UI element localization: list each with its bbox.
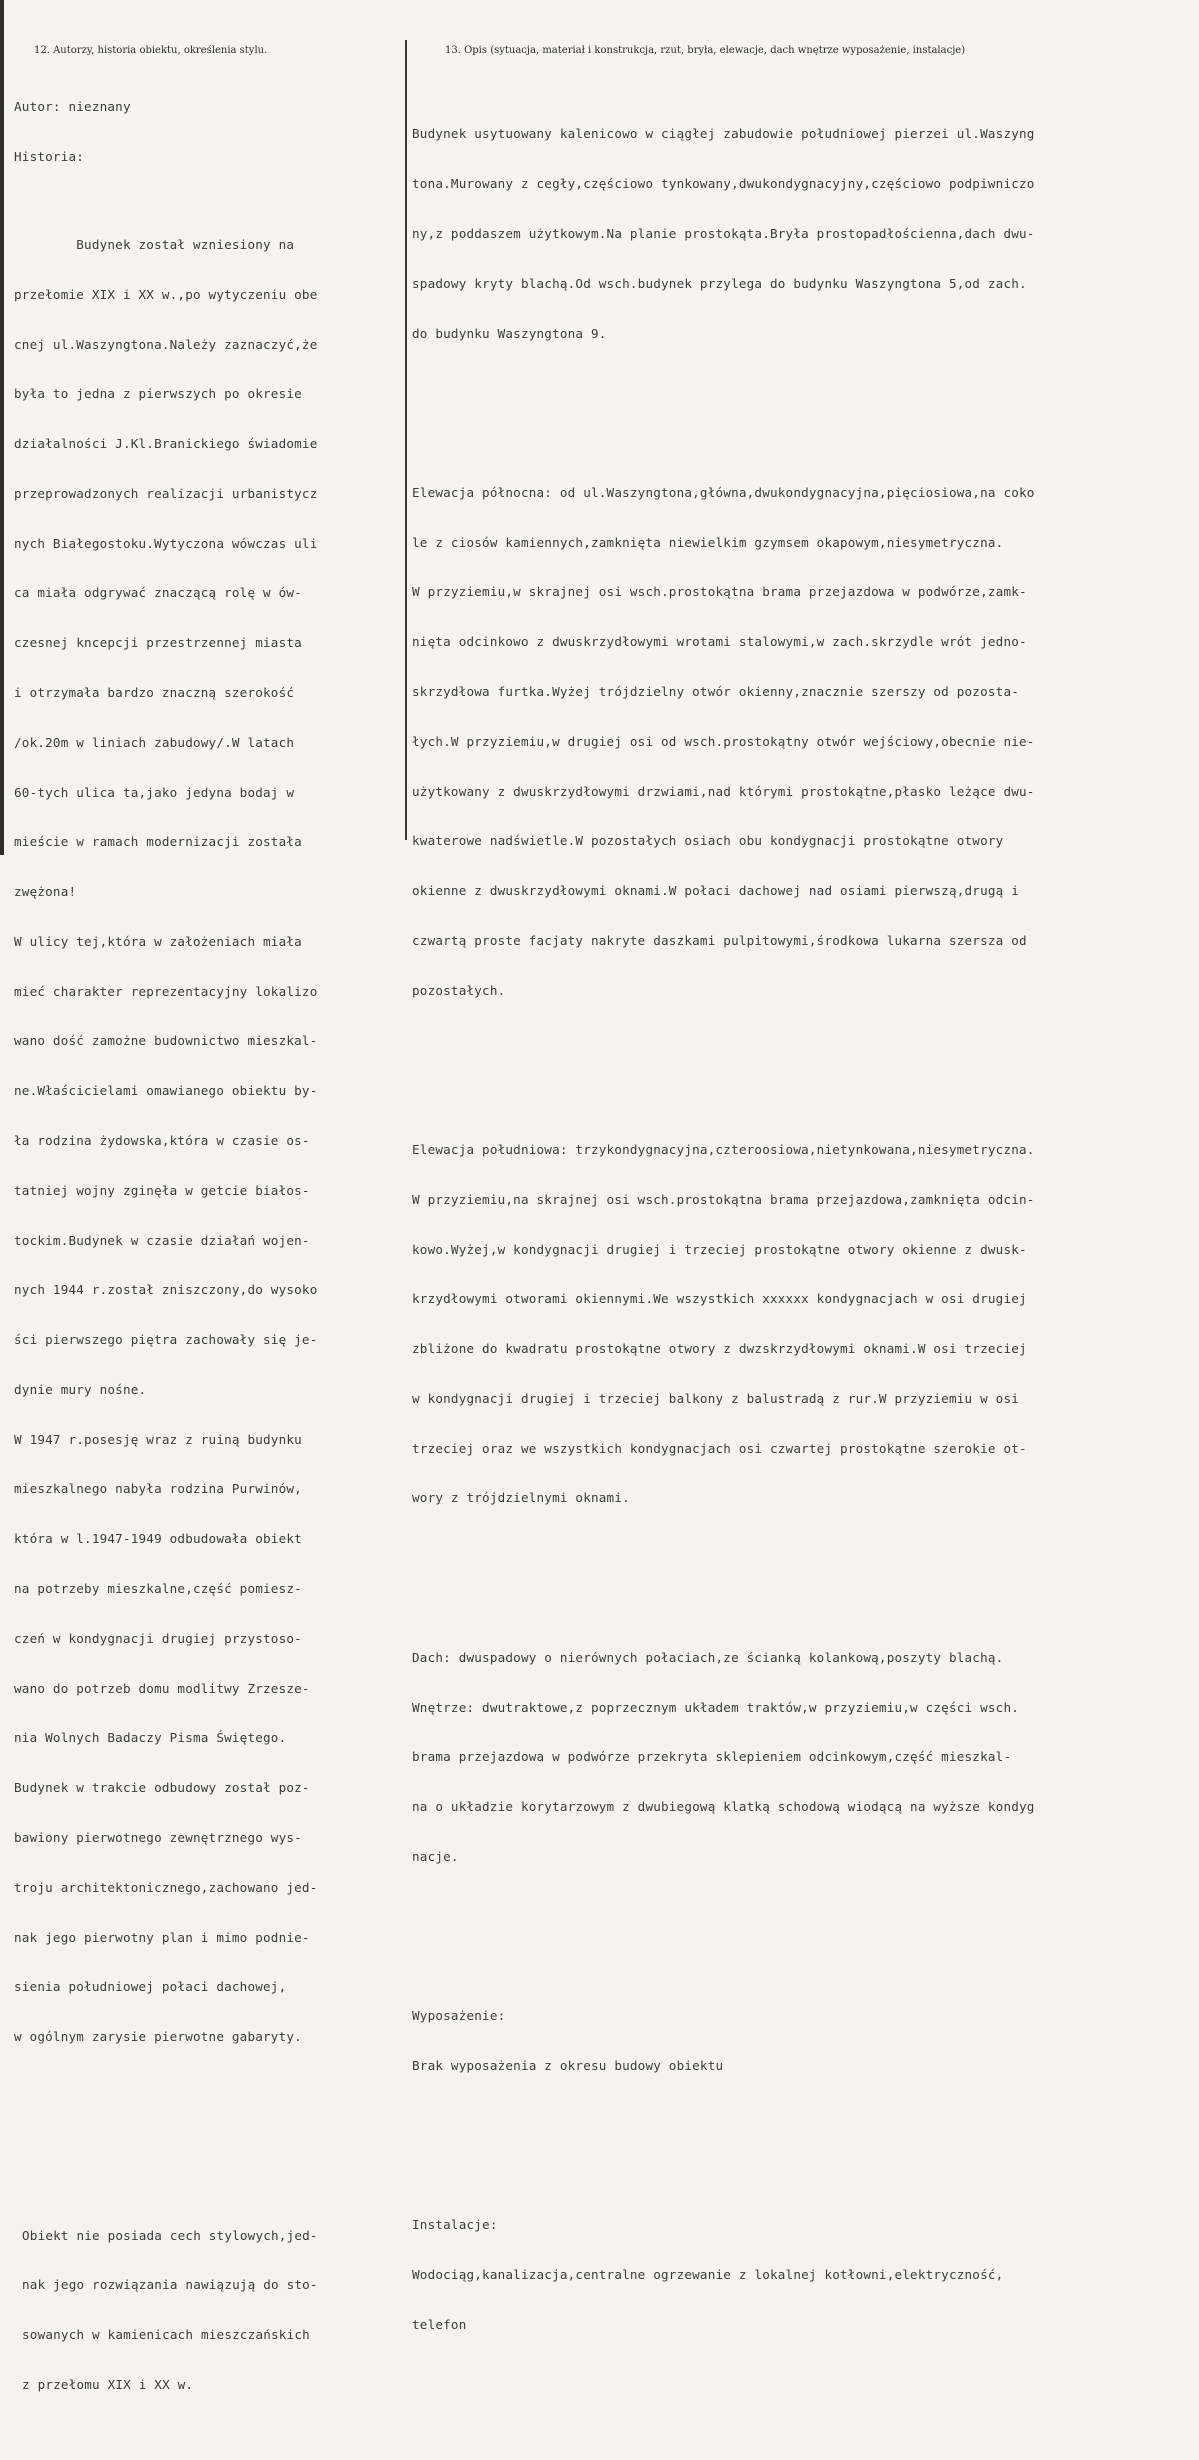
history-line: dynie mury nośne. — [14, 1381, 147, 1397]
spacer — [14, 2145, 400, 2161]
roof-line: Dach: dwuspadowy o nierównych połaciach,ze ścianką kolankową,poszyty blachą. — [412, 1649, 1004, 1665]
history-line: ne.Właścicielami omawianego obiektu by- — [14, 1083, 318, 1099]
location-line: do budynku Waszyngtona 9. — [412, 325, 607, 341]
equipment-text: Brak wyposażenia z okresu budowy obiektu — [412, 2058, 724, 2074]
history-line: była to jedna z pierwszych po okresie — [14, 386, 302, 402]
style-block — [14, 2194, 400, 2426]
history-line: W 1947 r.posesję wraz z ruiną budynku — [14, 1431, 302, 1447]
installations-line: telefon — [412, 2316, 467, 2332]
south-line: W przyziemiu,na skrajnej osi wsch.prostokątna brama przejazdowa,zamknięta odcin- — [412, 1191, 1035, 1207]
north-line: W przyziemiu,w skrajnej osi wsch.prostokątna brama przejazdowa w podwórze,zamk- — [412, 584, 1027, 600]
history-line: nych Białegostoku.Wytyczona wówczas uli — [14, 535, 318, 551]
roof-interior-paragraph — [412, 1617, 1198, 1899]
history-line: 60-tych ulica ta,jako jedyna bodaj w — [14, 784, 295, 800]
history-line: Budynek został wzniesiony na — [14, 236, 295, 252]
history-line: sienia południowej połaci dachowej, — [14, 1979, 287, 1995]
north-line: le z ciosów kamiennych,zamknięta niewielkim gzymsem okapowym,niesymetryczna. — [412, 534, 1004, 550]
history-block — [14, 149, 400, 2112]
style-line: nak jego rozwiązania nawiązują do sto- — [22, 2277, 318, 2293]
installations-label: Instalacje: — [412, 2217, 498, 2233]
spacer — [412, 408, 1198, 418]
spacer — [412, 1932, 1198, 1942]
section-13-header: 13. Opis (sytuacja, materiał i konstrukcja, rzut, bryła, elewacje, dach wnętrze wyposażenie, instalacje) — [445, 45, 966, 56]
south-line: w kondygnacji drugiej i trzeciej balkony z balustradą z rur.W przyziemiu w osi — [412, 1390, 1020, 1406]
south-line: kowo.Wyżej,w kondygnacji drugiej i trzeciej prostokątne otwory okienne z dwusk- — [412, 1241, 1027, 1257]
history-line: i otrzymała bardzo znaczną szerokość — [14, 684, 295, 700]
north-line: łych.W przyziemiu,w drugiej osi od wsch.prostokątny otwór wejściowy,obecnie nie- — [412, 733, 1035, 749]
history-label: Historia: — [14, 148, 85, 164]
history-line: nak jego pierwotny plan i mimo podnie- — [14, 1929, 310, 1945]
equipment-paragraph — [412, 1975, 1198, 2108]
style-line: sowanych w kamienicach mieszczańskich — [22, 2327, 310, 2343]
history-line: W ulicy tej,która w założeniach miała — [14, 933, 302, 949]
history-line: nych 1944 r.został zniszczony,do wysoko — [14, 1282, 318, 1298]
location-line: Budynek usytuowany kalenicowo w ciągłej zabudowie południowej pierzei ul.Waszyng — [412, 126, 1035, 142]
section-12-header: 12. Autorzy, historia obiektu, określenia stylu. — [34, 45, 268, 56]
north-line: okienne z dwuskrzydłowymi oknami.W połaci dachowej nad osiami pierwszą,drugą i — [412, 883, 1020, 899]
description-column — [412, 60, 1198, 2400]
history-line: w ogólnym zarysie pierwotne gabaryty. — [14, 2029, 302, 2045]
north-line: skrzydłowa furtka.Wyżej trójdzielny otwór okienny,znacznie szerszy od pozosta- — [412, 683, 1020, 699]
history-line: mieście w ramach modernizacji została — [14, 834, 302, 850]
history-line: która w l.1947-1949 odbudowała obiekt — [14, 1531, 302, 1547]
history-line: przeprowadzonych realizacji urbanistycz — [14, 485, 318, 501]
south-line: krzydłowymi otworami okiennymi.We wszystkich xxxxxx kondygnacjach w osi drugiej — [412, 1291, 1027, 1307]
history-line: przełomie XIX i XX w.,po wytyczeniu obe — [14, 286, 318, 302]
spacer — [412, 2141, 1198, 2151]
style-line: Obiekt nie posiada cech stylowych,jed- — [22, 2227, 318, 2243]
history-line: cnej ul.Waszyngtona.Należy zaznaczyć,że — [14, 336, 318, 352]
south-line: Elewacja południowa: trzykondygnacyjna,czteroosiowa,nietynkowana,niesymetryczna. — [412, 1142, 1035, 1157]
history-line: ca miała odgrywać znaczącą rolę w ów- — [14, 585, 302, 601]
north-line: nięta odcinkowo z dwuskrzydłowymi wrotami stalowymi,w zach.skrzydle wrót jedno- — [412, 634, 1027, 650]
roof-line: Wnętrze: dwutraktowe,z poprzecznym układem traktów,w przyziemiu,w części wsch. — [412, 1699, 1020, 1715]
roof-line: na o układzie korytarzowym z dwubiegową klatką schodową wiodącą na wyższe kondyg — [412, 1799, 1035, 1815]
history-line: zwężona! — [14, 884, 77, 900]
style-line: z przełomu XIX i XX w. — [22, 2376, 194, 2392]
location-paragraph — [412, 93, 1198, 375]
installations-paragraph — [412, 2184, 1198, 2367]
history-line: Budynek w trakcie odbudowy został poz- — [14, 1780, 310, 1796]
authors-history-column — [14, 66, 400, 2460]
north-elevation-paragraph — [412, 452, 1198, 1033]
equipment-label: Wyposażenie: — [412, 2008, 506, 2024]
south-line: zbliżone do kwadratu prostokątne otwory z dwzskrzydłowymi oknami.W osi trzeciej — [412, 1341, 1027, 1357]
history-line: tatniej wojny zginęła w getcie białos- — [14, 1182, 310, 1198]
south-elevation-paragraph — [412, 1109, 1198, 1540]
location-line: tona.Murowany z cegły,częściowo tynkowany,dwukondygnacyjny,częściowo podpiwniczo — [412, 176, 1035, 192]
history-line: mieszkalnego nabyła rodzina Purwinów, — [14, 1481, 302, 1497]
location-line: ny,z poddaszem użytkowym.Na planie prostokąta.Bryła prostopadłościenna,dach dwu- — [412, 225, 1035, 241]
history-line: /ok.20m w liniach zabudowy/.W latach — [14, 734, 295, 750]
history-line: bawiony pierwotnego zewnętrznego wys- — [14, 1829, 302, 1845]
south-line: trzeciej oraz we wszystkich kondygnacjach osi czwartej prostokątne szerokie ot- — [412, 1440, 1027, 1456]
history-line: na potrzeby mieszkalne,część pomiesz- — [14, 1581, 302, 1597]
history-line: mieć charakter reprezentacyjny lokalizo — [14, 983, 318, 999]
roof-line: nacje. — [412, 1848, 459, 1864]
history-line: troju architektonicznego,zachowano jed- — [14, 1879, 318, 1895]
history-line: nia Wolnych Badaczy Pisma Świętego. — [14, 1730, 287, 1746]
history-text — [14, 199, 400, 2079]
north-line: użytkowany z dwuskrzydłowymi drzwiami,nad którymi prostokątne,płasko leżące dwu- — [412, 783, 1035, 799]
north-line: kwaterowe nadświetle.W pozostałych osiach obu kondygnacji prostokątne otwory — [412, 833, 1004, 849]
history-line: czeń w kondygnacji drugiej przystoso- — [14, 1630, 302, 1646]
history-line: wano do potrzeb domu modlitwy Zrzesze- — [14, 1680, 310, 1696]
history-line: ści pierwszego piętra zachowały się je- — [14, 1332, 318, 1348]
installations-line: Wodociąg,kanalizacja,centralne ogrzewanie z lokalnej kotłowni,elektryczność, — [412, 2267, 1004, 2283]
roof-line: brama przejazdowa w podwórze przekryta sklepieniem odcinkowym,część mieszkal- — [412, 1749, 1012, 1765]
north-line: pozostałych. — [412, 982, 506, 998]
history-line: tockim.Budynek w czasie działań wojen- — [14, 1232, 310, 1248]
column-divider — [405, 40, 407, 840]
history-line: czesnej kncepcji przestrzennej miasta — [14, 635, 302, 651]
history-line: działalności J.Kl.Branickiego świadomie — [14, 436, 318, 452]
location-line: spadowy kryty blachą.Od wsch.budynek przylega do budynku Waszyngtona 5,od zach. — [412, 275, 1027, 291]
south-line: wory z trójdzielnymi oknami. — [412, 1490, 630, 1506]
north-line: czwartą proste facjaty nakryte daszkami pulpitowymi,środkowa lukarna szersza od — [412, 932, 1027, 948]
author-line: Autor: nieznany — [14, 99, 131, 115]
spacer — [412, 1066, 1198, 1076]
history-line: ła rodzina żydowska,która w czasie os- — [14, 1133, 310, 1148]
spacer — [412, 1573, 1198, 1583]
history-line: wano dość zamożne budownictwo mieszkal- — [14, 1033, 318, 1049]
north-line: Elewacja północna: od ul.Waszyngtona,główna,dwukondygnacyjna,pięciosiowa,na coko — [412, 484, 1035, 500]
